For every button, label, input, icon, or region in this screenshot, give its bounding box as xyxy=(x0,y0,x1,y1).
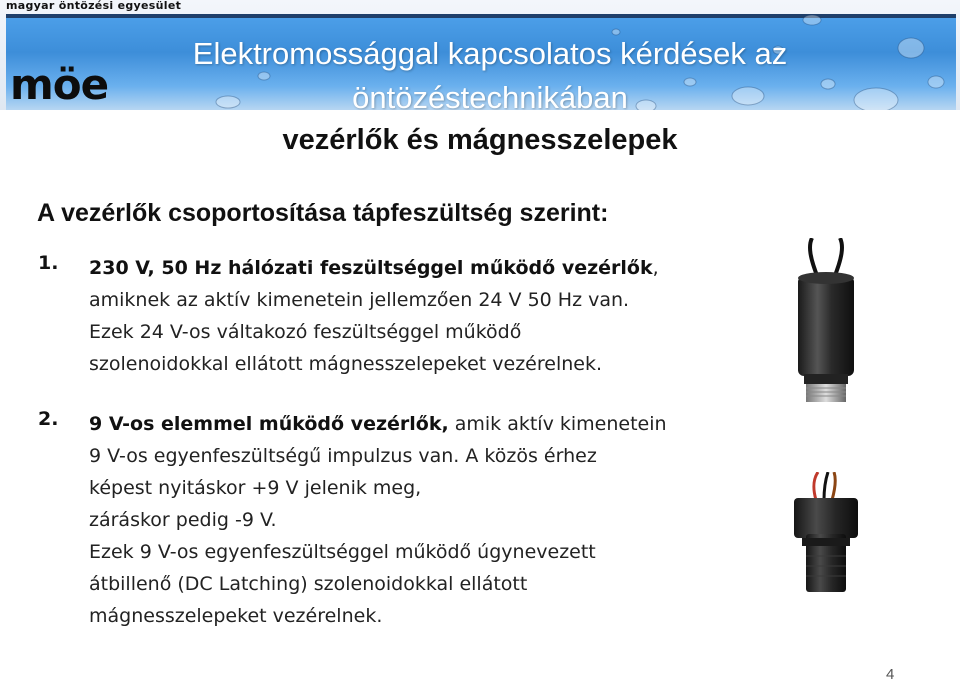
list-item-bold-text: 9 V-os elemmel működő vezérlők, xyxy=(89,413,449,435)
page-number: 4 xyxy=(886,666,895,683)
list-item-line: Ezek 24 V-os váltakozó feszültséggel működő xyxy=(89,321,522,343)
org-name: magyar öntözési egyesület xyxy=(6,0,182,12)
list-item-line: képest nyitáskor +9 V jelenik meg, xyxy=(89,477,422,499)
list-item-line: 9 V-os egyenfeszültségű impulzus van. A közös érhez xyxy=(89,445,597,467)
slide-header xyxy=(0,0,960,110)
slide-title-line-1: Elektromossággal kapcsolatos kérdések az xyxy=(192,36,788,71)
list-item-line: amiknek az aktív kimenetein jellemzően 24 V 50 Hz van. xyxy=(89,289,630,311)
list-item-line: Ezek 9 V-os egyenfeszültséggel működő úgynevezett xyxy=(89,541,596,563)
list-item-first-line xyxy=(89,252,729,284)
title-banner xyxy=(6,14,956,110)
solenoid-ac-image xyxy=(780,238,872,408)
list-item-first-line xyxy=(89,408,729,440)
list-item-bold-tail: amik aktív kimenetein xyxy=(448,413,667,435)
section-heading: A vezérlők csoportosítása tápfeszültség szerint: xyxy=(37,199,609,227)
moe-logo: möe xyxy=(10,60,109,109)
slide-subtitle: vezérlők és mágnesszelepek xyxy=(282,124,678,156)
list-item-line: szolenoidokkal ellátott mágnesszelepeket vezérelnek. xyxy=(89,353,602,375)
list-item-number: 1. xyxy=(38,252,59,274)
solenoid-dc-latching-image xyxy=(776,472,876,602)
slide-title xyxy=(160,32,820,110)
list-item-line: záráskor pedig -9 V. xyxy=(89,509,277,531)
list-item-bold-tail: , xyxy=(652,257,659,279)
list-item-line: mágnesszelepeket vezérelnek. xyxy=(89,605,383,627)
slide-title-line-2: öntözéstechnikában xyxy=(352,80,628,110)
list-item-bold-text: 230 V, 50 Hz hálózati feszültséggel működő vezérlők xyxy=(89,257,653,279)
list-item-line: átbillenő (DC Latching) szolenoidokkal ellátott xyxy=(89,573,528,595)
list-item-number: 2. xyxy=(38,408,59,430)
